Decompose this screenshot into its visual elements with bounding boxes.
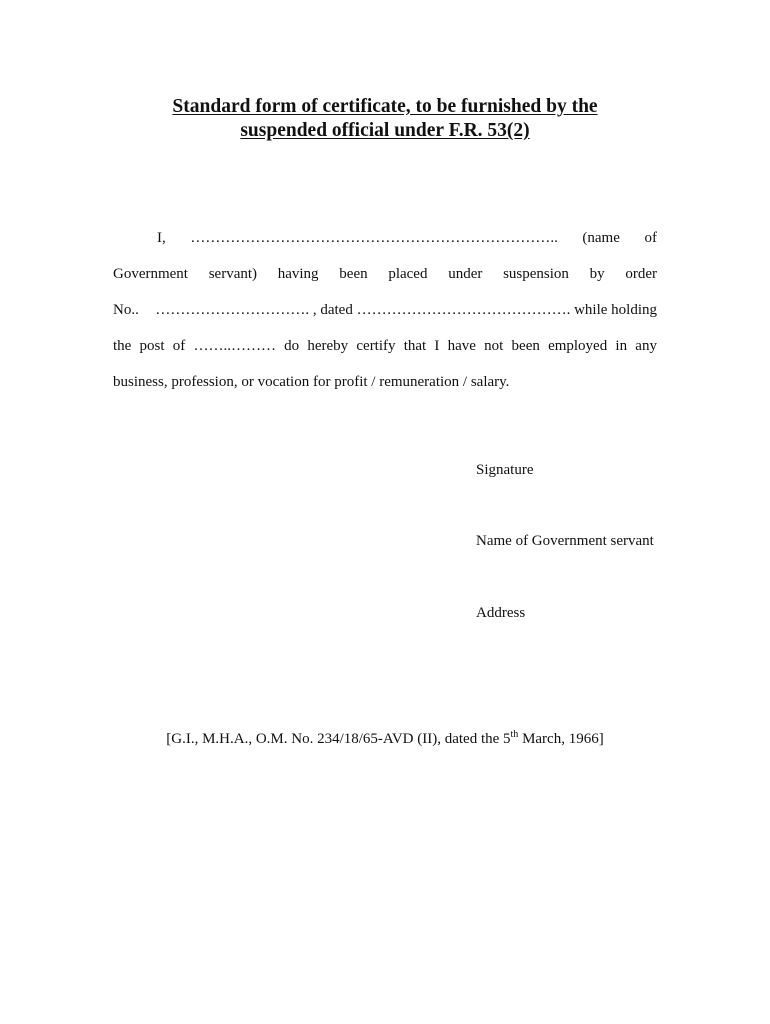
word: of [644, 230, 657, 246]
body-line-3 [113, 302, 657, 319]
word: (name [582, 230, 620, 246]
word: under [448, 266, 483, 282]
citation-text-end: March, 1966] [518, 731, 604, 747]
name-label: Name of Government servant [476, 533, 654, 549]
word: suspension [503, 266, 569, 282]
body-line-5 [113, 374, 657, 391]
name-blank: ……………………………………………………………….. [190, 230, 558, 246]
word: I [434, 338, 440, 354]
word: I, [157, 230, 166, 246]
word: placed [388, 266, 428, 282]
word: certify [356, 338, 396, 354]
word: Government [113, 266, 188, 282]
word: servant) [208, 266, 258, 282]
document-title [0, 95, 770, 143]
word: employed [548, 338, 608, 354]
post-blank: ……..……… [193, 338, 276, 354]
word: post [139, 338, 165, 354]
word: have [447, 338, 476, 354]
signature-label: Signature [476, 462, 534, 478]
word: the [113, 338, 132, 354]
body-text: business, profession, or vocation for profit / remuneration / salary. [113, 374, 510, 390]
title-line-2: suspended official under F.R. 53(2) [240, 120, 530, 141]
word: in [615, 338, 628, 354]
reference-citation [0, 731, 770, 748]
word: order [625, 266, 657, 282]
word: that [403, 338, 427, 354]
body-line-4 [113, 338, 657, 355]
word: of [172, 338, 186, 354]
word: been [339, 266, 368, 282]
word: do [284, 338, 300, 354]
ordinal-suffix: th [510, 729, 519, 740]
word: hereby [307, 338, 349, 354]
word: having [277, 266, 319, 282]
title-line-1: Standard form of certificate, to be furnished by the [172, 96, 598, 117]
word: any [635, 338, 657, 354]
order-date-post-blanks: …………………………. , dated ……………………………………. while holding [155, 302, 657, 318]
address-label: Address [476, 605, 526, 621]
word: No.. [113, 302, 139, 318]
body-line-1 [157, 230, 657, 247]
body-line-2 [113, 266, 657, 283]
word: not [484, 338, 504, 354]
word: been [511, 338, 540, 354]
citation-text: [G.I., M.H.A., O.M. No. 234/18/65-AVD (II), dated the 5 [166, 731, 511, 747]
word: by [589, 266, 605, 282]
